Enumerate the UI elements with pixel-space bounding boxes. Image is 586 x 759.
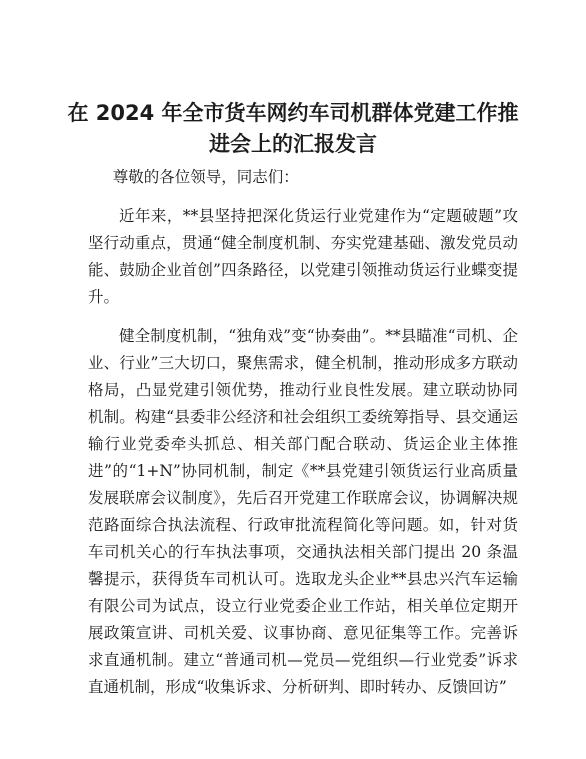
paragraph-intro: 近年来，**县坚持把深化货运行业党建作为“定题破题”攻坚行动重点，贯通“健全制度机制、夯实党建基础、激发党员动能、鼓励企业首创”四条路径，以党建引领推动货运行业蝶变提升。 — [88, 207, 518, 306]
document-body — [88, 164, 518, 701]
salutation: 尊敬的各位领导，同志们： — [112, 168, 299, 186]
paragraph-mechanism: 健全制度机制，“独角戏”变“协奏曲”。**县瞄准“司机、企业、行业”三大切口，聚焦需求，健全机制，推动形成多方联动格局，凸显党建引领优势，推动行业良性发展。建立联动协同机制。构建“县委非公经济和社会组织工委统筹指导、县交通运输行业党委牵头抓总、相关部门配合联动、货运企业主体推进”的“1+N”协同机制，制定《**县党建引领货运行业高质量发展联席会议制度》，先后召开党建工作联席会议，协调解决规范路面综合执法流程、行政审批流程简化等问题。如，针对货车司机关心的行车执法事项，交通执法相关部门提出 20 条温馨提示，获得货车司机认可。选取龙头企业**县忠兴汽车运输有限公司为试点，设立行业党委企业工作站，相关单位定期开展政策宣讲、司机关爱、议事协商、意见征集等工作。完善诉求直通机制。建立“普通司机—党员—党组织—行业党委”诉求直通机制，形成“收集诉求、分析研判、即时转办、反馈回访” — [88, 327, 518, 696]
document-title: 在 2024 年全市货车网约车司机群体党建工作推进会上的汇报发言 — [67, 101, 519, 156]
